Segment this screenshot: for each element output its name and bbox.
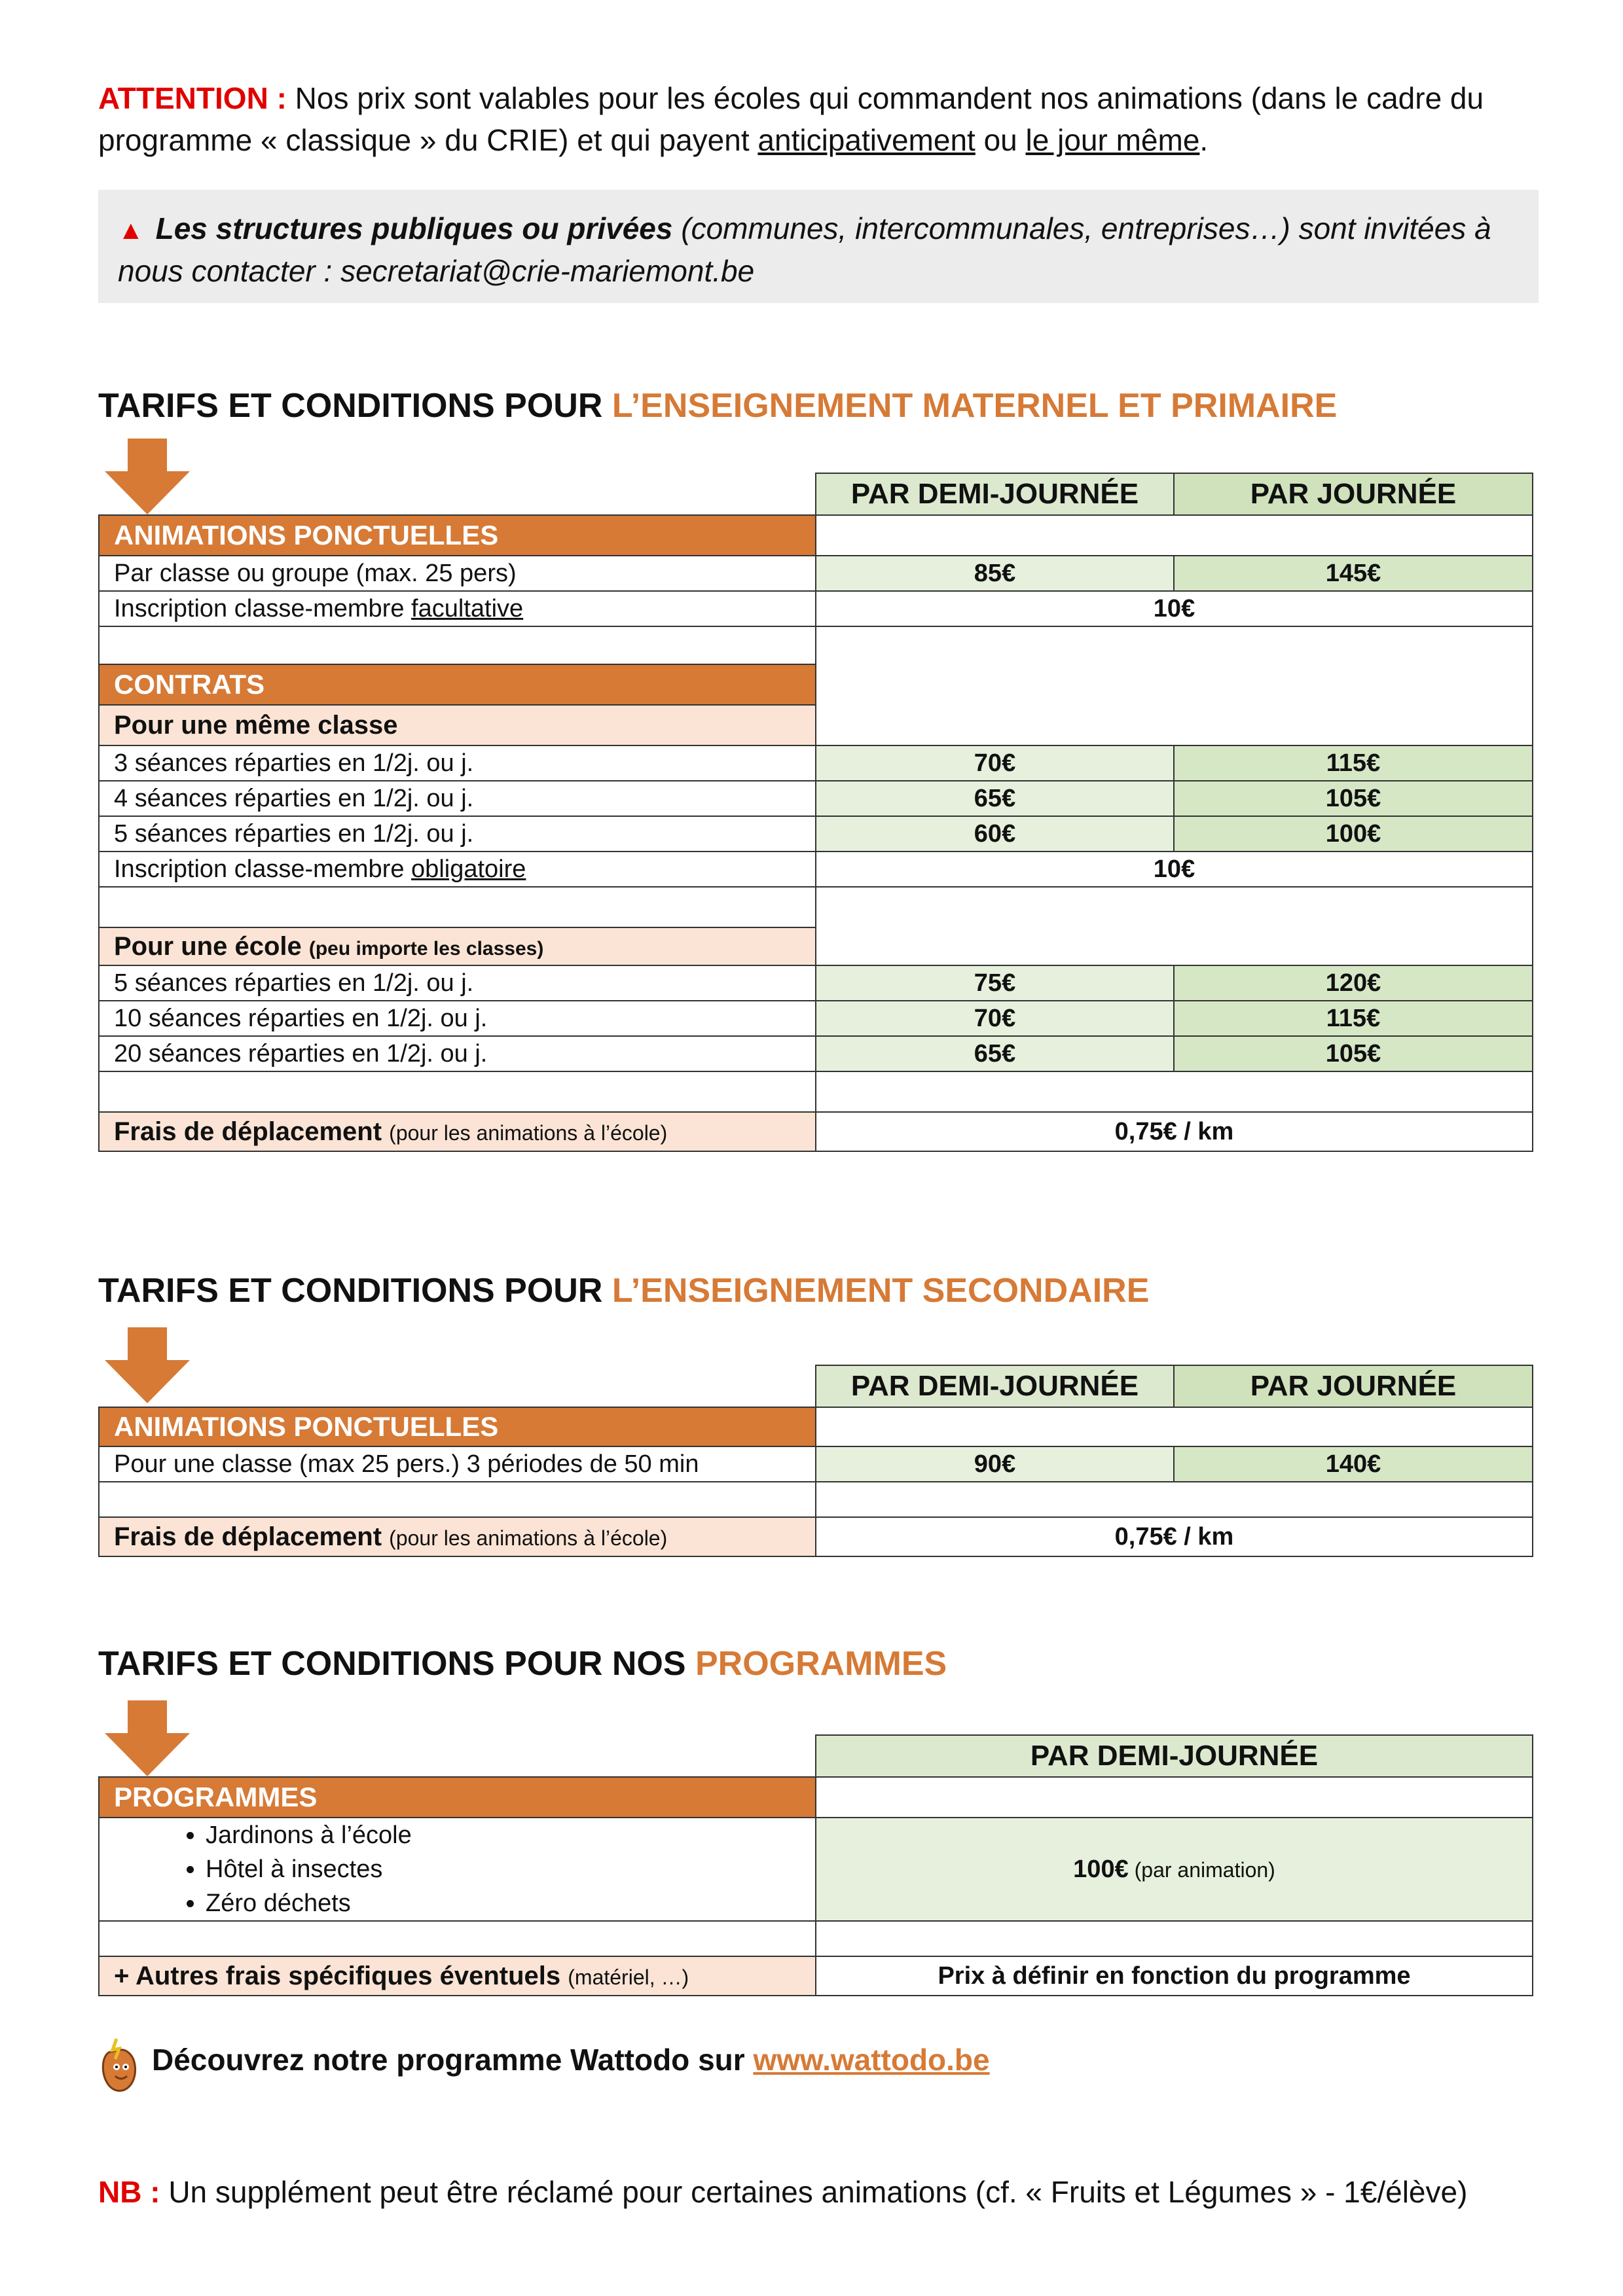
section-header: ANIMATIONS PONCTUELLES (99, 515, 816, 556)
col-half-day: PAR DEMI-JOURNÉE (816, 1365, 1174, 1407)
attention-end: . (1199, 123, 1209, 157)
table-row (99, 816, 1533, 852)
table-row (99, 556, 1533, 591)
price-full: 105€ (1174, 1036, 1533, 1071)
table-row (99, 1001, 1533, 1036)
attention-mid: ou (975, 123, 1026, 157)
price-merged: 10€ (816, 591, 1533, 626)
row-label (99, 1112, 816, 1151)
row-label (99, 591, 816, 626)
list-item: • Jardinons à l’école (206, 1818, 801, 1852)
nb-label: NB : (98, 2175, 160, 2209)
table-programmes (98, 1734, 1533, 1996)
row-label: 5 séances réparties en 1/2j. ou j. (99, 965, 816, 1001)
sub-header: Pour une même classe (99, 705, 816, 745)
travel-note: (pour les animations à l’école) (389, 1526, 668, 1550)
price-full: 105€ (1174, 781, 1533, 816)
price-half: 85€ (816, 556, 1174, 591)
price-full: 145€ (1174, 556, 1533, 591)
section-header: ANIMATIONS PONCTUELLES (99, 1407, 816, 1446)
row-label-b: facultative (411, 594, 524, 622)
price-note: (par animation) (1128, 1857, 1275, 1882)
section-header: CONTRATS (99, 664, 816, 705)
notice-bold: Les structures publiques ou privées (155, 211, 673, 245)
row-label-a: Inscription classe-membre (114, 594, 412, 622)
table-row (99, 781, 1533, 816)
price-full: 100€ (1174, 816, 1533, 852)
price-full: 120€ (1174, 965, 1533, 1001)
col-half-day: PAR DEMI-JOURNÉE (816, 1735, 1533, 1777)
wattodo-text: Découvrez notre programme Wattodo sur (152, 2043, 754, 2077)
sub-header (99, 927, 816, 965)
section1-title (98, 386, 1337, 425)
section-header: PROGRAMMES (99, 1777, 816, 1818)
price-half: 75€ (816, 965, 1174, 1001)
section2-title-a: TARIFS ET CONDITIONS POUR (98, 1272, 612, 1310)
price-full: 115€ (1174, 1001, 1533, 1036)
programme-list (114, 1818, 801, 1920)
price-merged: 10€ (816, 852, 1533, 887)
row-label: Pour une classe (max 25 pers.) 3 périodes de 50 min (99, 1446, 816, 1482)
list-item: • Hôtel à insectes (206, 1852, 801, 1886)
section3-title-a: TARIFS ET CONDITIONS POUR NOS (98, 1645, 695, 1683)
row-label: 5 séances réparties en 1/2j. ou j. (99, 816, 816, 852)
notice-rest: (communes, intercommunales, entreprises…) sont invitées à nous contacter : secretariat@crie-mariemont.be (118, 211, 1491, 288)
price-half: 60€ (816, 816, 1174, 852)
price-value: 100€ (1073, 1855, 1129, 1883)
notice-box (98, 190, 1539, 303)
table-row (99, 1112, 1533, 1151)
section3-title (98, 1644, 947, 1683)
section2-title-b: L’ENSEIGNEMENT SECONDAIRE (611, 1272, 1150, 1310)
programme-price (816, 1818, 1533, 1921)
row-label (99, 852, 816, 887)
price-half: 65€ (816, 781, 1174, 816)
wattodo-mascot-icon (97, 2036, 143, 2094)
row-label: 20 séances réparties en 1/2j. ou j. (99, 1036, 816, 1071)
col-half-day: PAR DEMI-JOURNÉE (816, 473, 1174, 515)
nb-text: Un supplément peut être réclamé pour certaines animations (cf. « Fruits et Légumes » - 1€/élève) (160, 2175, 1468, 2209)
warning-icon: ▲ (118, 216, 144, 245)
price-full: 115€ (1174, 745, 1533, 781)
wattodo-link[interactable]: www.wattodo.be (753, 2043, 990, 2077)
attention-label: ATTENTION : (98, 81, 287, 115)
row-label-b: obligatoire (411, 855, 526, 883)
wattodo-line (152, 2042, 990, 2077)
row-label-a: Inscription classe-membre (114, 855, 412, 883)
table-row (99, 1446, 1533, 1482)
section1-title-a: TARIFS ET CONDITIONS POUR (98, 387, 612, 425)
travel-price: 0,75€ / km (816, 1517, 1533, 1556)
row-label: 10 séances réparties en 1/2j. ou j. (99, 1001, 816, 1036)
travel-price: 0,75€ / km (816, 1112, 1533, 1151)
programme-list-cell (99, 1818, 816, 1921)
nb-line (98, 2174, 1467, 2210)
col-full-day: PAR JOURNÉE (1174, 1365, 1533, 1407)
row-label: Par classe ou groupe (max. 25 pers) (99, 556, 816, 591)
other-note: (matériel, …) (568, 1965, 689, 1989)
table-row (99, 965, 1533, 1001)
attention-paragraph (98, 77, 1539, 161)
attention-text: Nos prix sont valables pour les écoles qui commandent nos animations (dans le cadre du programme « classique » du CRIE) et qui payent (98, 81, 1484, 157)
travel-note: (pour les animations à l’école) (389, 1121, 668, 1145)
travel-label: Frais de déplacement (114, 1522, 390, 1551)
other-label: + Autres frais spécifiques éventuels (114, 1961, 568, 1990)
travel-label: Frais de déplacement (114, 1117, 390, 1146)
sub-header-main: Pour une école (114, 931, 309, 961)
section2-title (98, 1271, 1149, 1310)
section3-title-b: PROGRAMMES (695, 1645, 947, 1683)
table-row (99, 1036, 1533, 1071)
table-row (99, 1956, 1533, 1996)
table-primary (98, 473, 1533, 1152)
attention-same-day: le jour même (1025, 123, 1200, 157)
list-item: • Zéro déchets (206, 1886, 801, 1920)
price-half: 70€ (816, 1001, 1174, 1036)
price-half: 90€ (816, 1446, 1174, 1482)
table-secondary (98, 1365, 1533, 1557)
table-row (99, 852, 1533, 887)
sub-header-note: (peu importe les classes) (308, 937, 544, 960)
attention-anticipative: anticipativement (757, 123, 976, 157)
row-label (99, 1517, 816, 1556)
other-price: Prix à définir en fonction du programme (816, 1956, 1533, 1996)
price-full: 140€ (1174, 1446, 1533, 1482)
row-label: 4 séances réparties en 1/2j. ou j. (99, 781, 816, 816)
section1-title-b: L’ENSEIGNEMENT MATERNEL ET PRIMAIRE (611, 387, 1338, 425)
table-row (99, 1517, 1533, 1556)
row-label (99, 1956, 816, 1996)
table-row (99, 745, 1533, 781)
notice-text (118, 208, 1506, 291)
price-half: 70€ (816, 745, 1174, 781)
col-full-day: PAR JOURNÉE (1174, 473, 1533, 515)
table-row (99, 591, 1533, 626)
row-label: 3 séances réparties en 1/2j. ou j. (99, 745, 816, 781)
price-half: 65€ (816, 1036, 1174, 1071)
